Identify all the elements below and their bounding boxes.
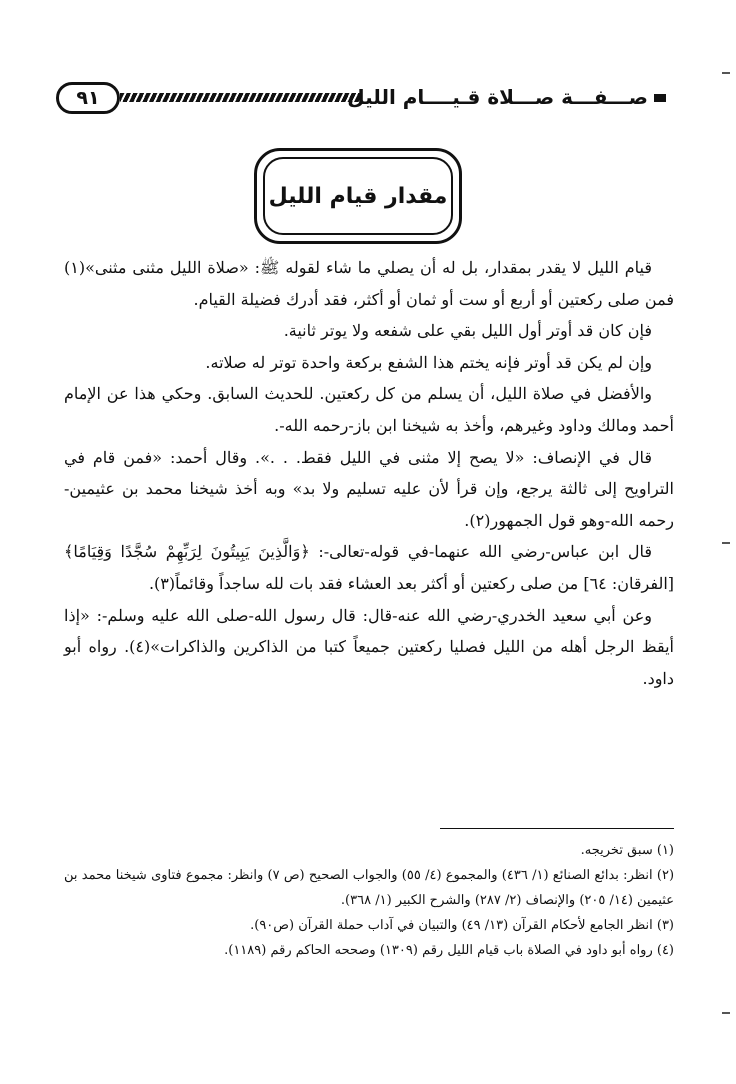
page-number-badge [56,82,120,114]
paragraph-text: قيام الليل لا يقدر بمقدار، بل له أن يصلي ما شاء لقوله ﷺ: «صلاة الليل مثنى مثنى»(١) فمن صلى ركعتين أو أربع أو ست أو ثمان أو أكثر، فقد أدرك فضيلة القيام. [64,258,674,309]
footnote: (٤) رواه أبو داود في الصلاة باب قيام الليل رقم (١٣٠٩) وصححه الحاكم رقم (١١٨٩). [224,943,674,958]
paragraph-text: فإن كان قد أوتر أول الليل بقي على شفعه ولا يوتر ثانية. [283,321,652,341]
footnotes [64,838,674,963]
paragraph-text: وإن لم يكن قد أوتر فإنه يختم هذا الشفع بركعة واحدة توتر له صلاته. [205,352,652,372]
chapter-title-inner-frame [263,157,453,235]
paragraph [64,600,674,695]
margin-mark [722,542,730,544]
paragraph [64,347,674,379]
paragraph [64,252,674,315]
paragraph-text: وعن أبي سعيد الخدري-رضي الله عنه-قال: قال رسول الله-صلى الله عليه وسلم-: «إذا أيقظ الرجل أهله من الليل فصليا ركعتين جميعاً كتبا من الذاكرين والذاكرات»(٤). رواه أبو داود. [64,605,674,688]
footnote-separator [440,828,674,829]
margin-mark [722,1012,730,1014]
paragraph-text: والأفضل في صلاة الليل، أن يسلم من كل ركعتين. للحديث السابق. وحكي هذا عن الإمام أحمد ومالك وداود وغيرهم، وأخذ به شيخنا ابن باز-رحمه الله-. [64,384,674,435]
footnote: (٢) انظر: بدائع الصنائع (١/ ٤٣٦) والمجموع (٤/ ٥٥) والجواب الصحيح (ص ٧) وانظر: مجموع فتاوى شيخنا محمد بن عثيمين (١٤/ ٢٠٥) والإنصاف (٢/ ٢٨٧) والشرح الكبير (١/ ٣٦٨). [64,868,675,908]
paragraph [64,315,674,347]
paragraph-text: قال في الإنصاف: «لا يصح إلا مثنى في الليل فقط. . .». وقال أحمد: «فمن قام في التراويح إلى ثالثة يرجع، وإن قرأ لأن عليه تسليم ولا بد» وبه أخذ شيخنا محمد بن عثيمين-رحمه الله-وهو قول الجمهور(٢). [64,447,674,530]
body-text [64,252,674,694]
margin-mark [722,72,730,74]
header-decorative-rule [120,93,360,102]
paragraph [64,442,674,537]
footnote: (١) سبق تخريجه. [580,843,674,858]
paragraph [64,536,674,599]
footnote: (٣) انظر الجامع لأحكام القرآن (١٣/ ٤٩) والتبيان في آداب حملة القرآن (ص٩٠). [250,918,674,933]
header-ornament [654,94,666,102]
header-title: صـــفـــة صـــلاة قـيــــام الليل [347,85,648,109]
page-number: ٩١ [76,86,100,109]
paragraph-text: قال ابن عباس-رضي الله عنهما-في قوله-تعالى-: ﴿وَالَّذِينَ يَبِيتُونَ لِرَبِّهِمْ سُجَّدًا وَقِيَامًا﴾ [الفرقان: ٦٤] من صلى ركعتين أو أكثر بعد العشاء فقد بات لله ساجداً وقائماً(٣). [64,542,674,593]
chapter-title: مقدار قيام الليل [268,183,448,209]
chapter-title-frame [254,148,462,244]
paragraph [64,378,674,441]
running-header [56,80,666,120]
